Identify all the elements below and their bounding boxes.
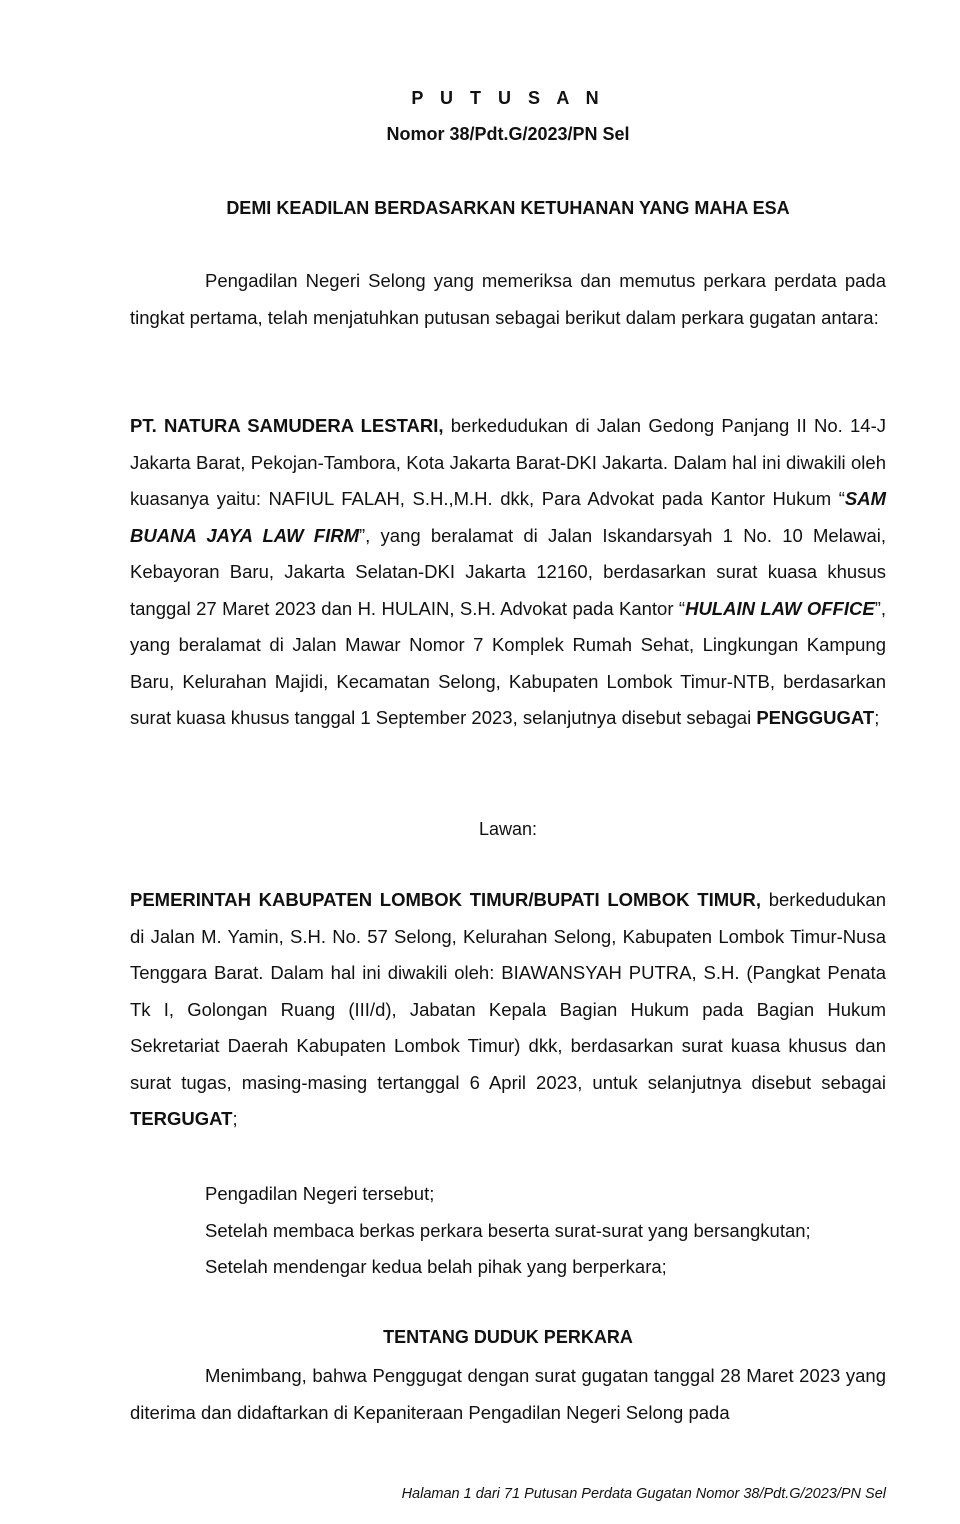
plaintiff-name: PT. NATURA SAMUDERA LESTARI, bbox=[130, 415, 444, 436]
court-statements bbox=[205, 1176, 886, 1286]
court-line: Setelah membaca berkas perkara beserta surat-surat yang bersangkutan; bbox=[205, 1219, 811, 1241]
plaintiff-end: ; bbox=[874, 707, 880, 728]
menimbang-paragraph: Menimbang, bahwa Penggugat dengan surat gugatan tanggal 28 Maret 2023 yang diterima dan didaftarkan di Kepaniteraan Pengadilan Negeri Selong pada bbox=[130, 1365, 886, 1423]
document-title: P U T U S A N bbox=[411, 88, 605, 108]
defendant-end: ; bbox=[232, 1108, 238, 1129]
plaintiff-paragraph bbox=[130, 408, 886, 737]
intro-paragraph: Pengadilan Negeri Selong yang memeriksa dan memutus perkara perdata pada tingkat pertama, telah menjatuhkan putusan sebagai berikut dalam perkara gugatan antara: bbox=[130, 270, 886, 328]
plaintiff-firm-1: SAM BUANA JAYA LAW FIRM bbox=[130, 488, 886, 546]
defendant-text-1: berkedudukan di Jalan M. Yamin, S.H. No. 57 Selong, Kelurahan Selong, Kabupaten Lombok Timur-Nusa Tenggara Barat. Dalam hal ini diwakili oleh: BIAWANSYAH PUTRA, S.H. (Pangkat Penata Tk I, Golongan Ruang (III/d), Jabatan Kepala Bagian Hukum pada Bagian Hukum Sekretariat Daerah Kabupaten Lombok Timur) dkk, berdasarkan surat kuasa khusus dan surat tugas, masing-masing tertanggal 6 April 2023, untuk selanjutnya disebut sebagai bbox=[130, 889, 886, 1093]
page-footer: Halaman 1 dari 71 Putusan Perdata Gugatan Nomor 38/Pdt.G/2023/PN Sel bbox=[401, 1486, 886, 1502]
plaintiff-text-3: ”, yang beralamat di Jalan Mawar Nomor 7 Komplek Rumah Sehat, Lingkungan Kampung Baru, Kelurahan Majidi, Kecamatan Selong, Kabupaten Lombok Timur-NTB, berdasarkan surat kuasa khusus tanggal 1 September 2023, selanjutnya disebut sebagai bbox=[130, 597, 886, 728]
plaintiff-text-2: ”, yang beralamat di Jalan Iskandarsyah 1 No. 10 Melawai, Kebayoran Baru, Jakarta Selatan-DKI Jakarta 12160, berdasarkan surat kuasa khusus tanggal 27 Maret 2023 dan H. HULAIN, S.H. Advokat pada Kantor “ bbox=[130, 524, 886, 619]
court-line: Pengadilan Negeri tersebut; bbox=[205, 1183, 435, 1204]
lawan-label: Lawan: bbox=[478, 819, 538, 839]
case-number: Nomor 38/Pdt.G/2023/PN Sel bbox=[386, 124, 630, 144]
demi-heading: DEMI KEADILAN BERDASARKAN KETUHANAN YANG MAHA ESA bbox=[226, 198, 790, 218]
section-heading: TENTANG DUDUK PERKARA bbox=[383, 1327, 633, 1347]
defendant-role: TERGUGAT bbox=[130, 1108, 233, 1129]
defendant-paragraph bbox=[130, 882, 886, 1138]
defendant-name: PEMERINTAH KABUPATEN LOMBOK TIMUR/BUPATI LOMBOK TIMUR, bbox=[130, 889, 761, 910]
plaintiff-text-1: berkedudukan di Jalan Gedong Panjang II No. 14-J Jakarta Barat, Pekojan-Tambora, Kota Jakarta Barat-DKI Jakarta. Dalam hal ini diwakili oleh kuasanya yaitu: NAFIUL FALAH, S.H.,M.H. dkk, Para Advokat pada Kantor Hukum “ bbox=[130, 415, 886, 509]
plaintiff-firm-2: HULAIN LAW OFFICE bbox=[685, 597, 875, 619]
plaintiff-role: PENGGUGAT bbox=[756, 707, 875, 728]
court-line: Setelah mendengar kedua belah pihak yang berperkara; bbox=[205, 1256, 667, 1277]
